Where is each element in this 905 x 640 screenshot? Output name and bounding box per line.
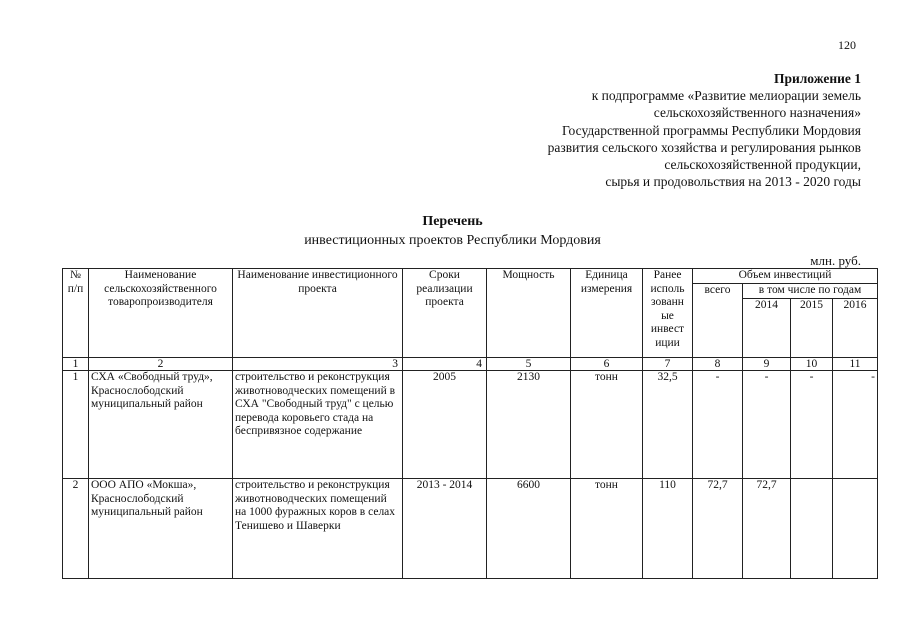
row-2014: 72,7 (743, 479, 791, 579)
header-volume: Объем инвестиций (693, 269, 878, 284)
row-unit: тонн (571, 479, 643, 579)
row-terms: 2013 - 2014 (403, 479, 487, 579)
header-row (63, 269, 878, 284)
column-number: 8 (693, 358, 743, 371)
row-total: - (693, 371, 743, 479)
header-terms: Сроки реализации проекта (403, 269, 487, 358)
document-title: Перечень (422, 214, 483, 229)
header-year-2014: 2014 (743, 299, 791, 358)
header-year-2015: 2015 (791, 299, 833, 358)
investment-projects-table (62, 268, 878, 579)
header-num: № п/п (63, 269, 89, 358)
row-2016: - (833, 371, 878, 479)
column-number: 6 (571, 358, 643, 371)
column-number: 10 (791, 358, 833, 371)
header-total: всего (693, 284, 743, 358)
row-2015: - (791, 371, 833, 479)
row-2014: - (743, 371, 791, 479)
column-number: 1 (63, 358, 89, 371)
units-label: млн. руб. (810, 253, 861, 268)
header-producer: Наименование сельскохозяйственного товаропроизводителя (89, 269, 233, 358)
document-subtitle: инвестиционных проектов Республики Мордовия (304, 233, 601, 248)
row-total: 72,7 (693, 479, 743, 579)
row-used: 110 (643, 479, 693, 579)
column-number: 7 (643, 358, 693, 371)
document-title-block (0, 212, 905, 250)
column-number: 3 (233, 358, 403, 371)
table-row (63, 371, 878, 479)
header-project: Наименование инвестиционного проекта (233, 269, 403, 358)
row-unit: тонн (571, 371, 643, 479)
table-row (63, 479, 878, 579)
page-number: 120 (838, 38, 856, 52)
appendix-header (548, 70, 861, 190)
row-project: строительство и реконструкция животноводческих помещений в СХА "Свободный труд" с целью перевода коровьего стада на беспривязное содержание (233, 371, 403, 479)
row-project: строительство и реконструкция животноводческих помещений на 1000 фуражных коров в селах Тенишево и Шаверки (233, 479, 403, 579)
header-used: Ранее исполь зованн ые инвест иции (643, 269, 693, 358)
column-number: 11 (833, 358, 878, 371)
appendix-line: сельскохозяйственного назначения» (653, 105, 861, 121)
row-2016 (833, 479, 878, 579)
column-numbers-row (63, 358, 878, 371)
appendix-line: развития сельского хозяйства и регулирования рынков (547, 139, 861, 155)
column-number: 9 (743, 358, 791, 371)
row-capacity: 6600 (487, 479, 571, 579)
header-by-years: в том числе по годам (743, 284, 878, 299)
column-number: 4 (403, 358, 487, 371)
appendix-line: Государственной программы Республики Мордовия (561, 122, 861, 138)
row-producer: ООО АПО «Мокша», Краснослободский муниципальный район (89, 479, 233, 579)
appendix-title: Приложение 1 (773, 71, 861, 86)
header-year-2016: 2016 (833, 299, 878, 358)
row-num: 1 (63, 371, 89, 479)
column-number: 5 (487, 358, 571, 371)
header-unit: Единица измерения (571, 269, 643, 358)
row-capacity: 2130 (487, 371, 571, 479)
header-capacity: Мощность (487, 269, 571, 358)
row-terms: 2005 (403, 371, 487, 479)
row-used: 32,5 (643, 371, 693, 479)
appendix-line: сельскохозяйственной продукции, (664, 157, 861, 173)
column-number: 2 (89, 358, 233, 371)
appendix-line: к подпрограмме «Развитие мелиорации земель (591, 88, 861, 104)
row-2015 (791, 479, 833, 579)
row-producer: СХА «Свободный труд», Краснослободский муниципальный район (89, 371, 233, 479)
appendix-line: сырья и продовольствия на 2013 - 2020 годы (605, 174, 861, 190)
row-num: 2 (63, 479, 89, 579)
